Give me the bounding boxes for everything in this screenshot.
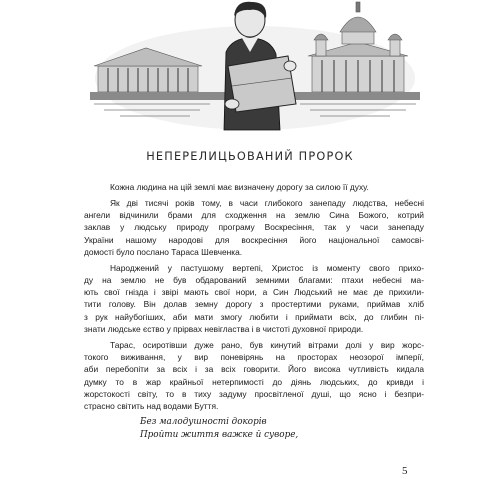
poem-excerpt <box>84 416 424 442</box>
verse-line: Пройти життя важке й суворе, <box>140 429 299 440</box>
chapter-title: НЕПЕРЕЛИЦЬОВАНИЙ ПРОРОК <box>146 150 354 163</box>
header-engraving <box>90 0 420 132</box>
paragraph <box>84 339 424 413</box>
text-line: ду на землю не був обдарований земними благами: птахи небесні ма- <box>84 274 424 285</box>
text-line: аби перебопіти за всіх і за всіх говорити. Його висока чутливість кидала <box>84 364 424 375</box>
paragraph <box>84 197 424 258</box>
page-number: 5 <box>402 465 408 477</box>
paragraph <box>84 262 424 336</box>
body-text <box>84 181 424 442</box>
text-line: з рук найубогіших, аби мати змогу любити і приймати всіх, до глибин пі- <box>84 311 424 322</box>
text-line: тити голову. Він долав земну дорогу з простертими руками, приймав хліб <box>84 299 424 310</box>
text-line: Кожна людина на цій землі має визначену дорогу за силою її духу. <box>110 182 369 192</box>
text-line: знати людське єство у прірвах невігластва і в чистоті духовної природи. <box>84 324 364 335</box>
text-line: Народжений у пастушому вертепі, Христос із моменту свого прихо- <box>110 262 424 273</box>
verse-line: Без малодушності докорів <box>140 416 267 427</box>
text-line: страсно світить над водами Буття. <box>84 401 219 412</box>
text-line: ють свої гнізда і звірі мають свої нори, а Син Людський не має де прихили- <box>84 287 424 298</box>
text-line: України нашому народові для воскресіння його національної самосві- <box>84 234 424 245</box>
text-line: Тарас, осиротівши дуже рано, був кинутий вітрами долі у вир жорс- <box>110 339 424 350</box>
text-line: токого виживання, у вир поневірянь на просторах неозорої імперії, <box>84 352 424 363</box>
text-line: заклав у людську природу програму Воскресіння, так у часи занепаду <box>84 222 424 233</box>
text-line: домості було послано Тараса Шевченка. <box>84 246 243 257</box>
text-line: ангели відчинили брами для сходження на землю Сина Божого, котрий <box>84 209 424 220</box>
paragraph <box>84 181 424 193</box>
text-line: Як дві тисячі років тому, в часи глибокого занепаду людства, небесні <box>110 197 424 208</box>
text-line: жорстокості світу, то в тиху задуму просвітленої душі, що ясно і безпри- <box>84 388 424 399</box>
text-line: думку то в жар крайньої нетерпимості до діянь людських, до кривди і <box>84 376 424 387</box>
